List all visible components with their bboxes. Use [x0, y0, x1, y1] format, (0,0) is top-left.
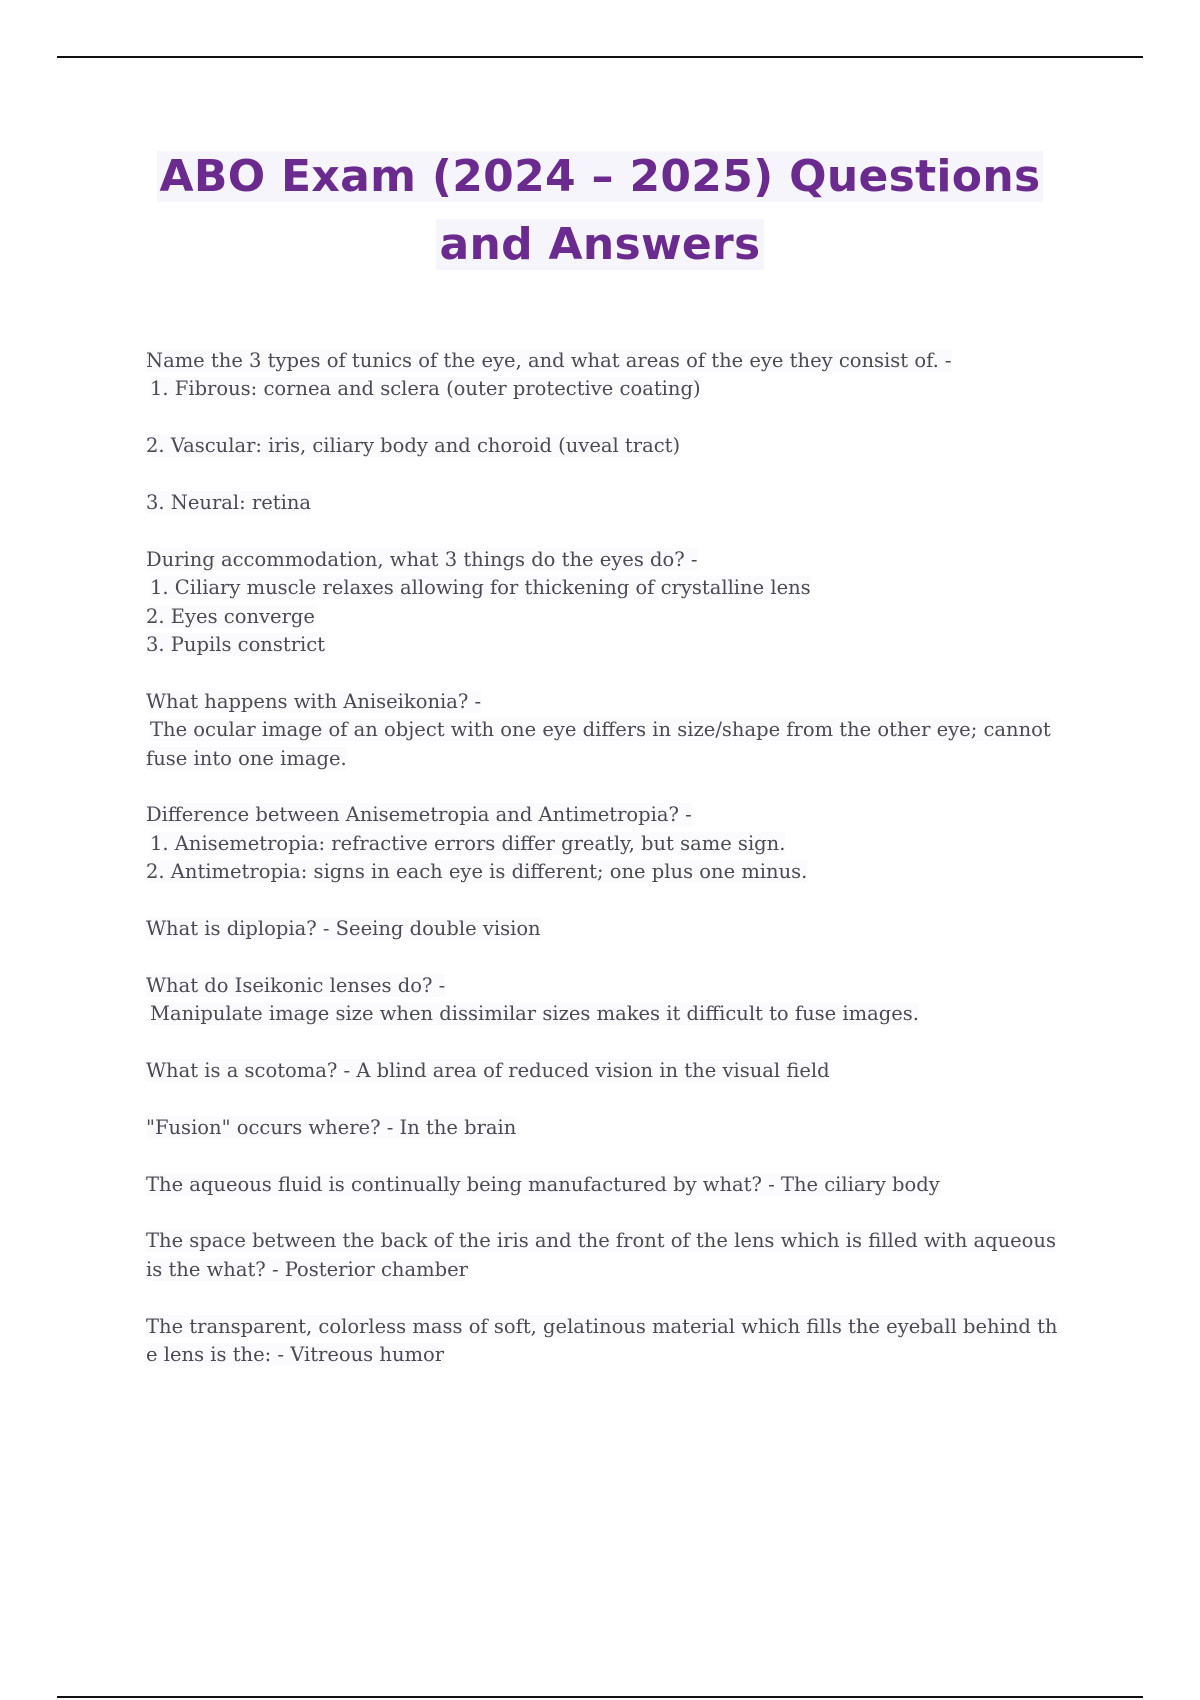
qa-item: [146, 1114, 1096, 1142]
qa-item: [146, 1057, 1096, 1085]
qa-line-text: The aqueous fluid is continually being manufactured by what? - The ciliary body: [146, 1172, 940, 1196]
qa-line-text: 1. Ciliary muscle relaxes allowing for thickening of crystalline lens: [150, 576, 811, 600]
qa-line-text: 3. Pupils constrict: [146, 633, 326, 657]
qa-line: [146, 432, 1096, 460]
title-line-1: ABO Exam (2024 – 2025) Questions: [157, 151, 1044, 202]
qa-line: [146, 1057, 1096, 1085]
qa-line: [146, 688, 1096, 716]
qa-item: [146, 1227, 1096, 1284]
qa-line-text: During accommodation, what 3 things do the eyes do? -: [146, 547, 698, 571]
qa-line: [146, 1227, 1096, 1255]
qa-line: [146, 972, 1096, 1000]
qa-line-text: What is a scotoma? - A blind area of reduced vision in the visual field: [146, 1059, 830, 1083]
qa-line-text: 3. Neural: retina: [146, 491, 312, 514]
qa-line: [146, 1256, 1096, 1284]
qa-line-text: "Fusion" occurs where? - In the brain: [146, 1115, 517, 1139]
qa-item: [146, 1171, 1096, 1199]
qa-line-text: What is diplopia? - Seeing double vision: [146, 917, 541, 941]
title-block: [0, 143, 1200, 279]
qa-line-text: 2. Antimetropia: signs in each eye is different; one plus one minus.: [146, 860, 808, 884]
qa-line-text: Manipulate image size when dissimilar sizes makes it difficult to fuse images.: [150, 1002, 919, 1026]
qa-line: [146, 858, 1096, 886]
qa-line-text: 1. Anisemetropia: refractive errors differ greatly, but same sign.: [150, 831, 786, 855]
qa-item: [146, 1313, 1096, 1370]
qa-line-text: 2. Vascular: iris, ciliary body and choroid (uveal tract): [146, 434, 681, 458]
qa-line: [146, 489, 1096, 517]
qa-line-text: Difference between Anisemetropia and Antimetropia? -: [146, 803, 692, 827]
qa-item: [146, 915, 1096, 943]
qa-line: [146, 716, 1096, 744]
qa-line-text: What do Iseikonic lenses do? -: [146, 973, 446, 997]
qa-item: [146, 347, 1096, 404]
qa-line-text: is the what? - Posterior chamber: [146, 1257, 468, 1281]
qa-line-text: 2. Eyes converge: [146, 604, 315, 628]
qa-item: [146, 972, 1096, 1029]
qa-item: [146, 801, 1096, 886]
bottom-rule: [57, 1696, 1143, 1698]
qa-line-text: What happens with Aniseikonia? -: [146, 689, 482, 713]
qa-line: [146, 375, 1096, 403]
qa-line: [146, 830, 1096, 858]
document-title: [0, 143, 1200, 279]
qa-line: [146, 603, 1096, 631]
qa-line-text: fuse into one image.: [146, 746, 347, 770]
qa-line-text: 1. Fibrous: cornea and sclera (outer protective coating): [150, 377, 701, 401]
qa-line: [146, 1171, 1096, 1199]
qa-line: [146, 1313, 1096, 1341]
top-rule: [57, 56, 1143, 58]
title-line-2: and Answers: [436, 219, 763, 270]
qa-line: [146, 631, 1096, 659]
qa-line: [146, 801, 1096, 829]
qa-item: [146, 432, 1096, 460]
qa-line: [146, 745, 1096, 773]
qa-line-text: Name the 3 types of tunics of the eye, and what areas of the eye they consist of. -: [146, 349, 952, 372]
qa-line: [146, 1341, 1096, 1369]
qa-line: [146, 546, 1096, 574]
qa-line: [146, 1114, 1096, 1142]
qa-line: [146, 1000, 1096, 1028]
qa-content: [146, 347, 1096, 1398]
qa-line-text: The ocular image of an object with one eye differs in size/shape from the other eye; cannot: [150, 718, 1051, 742]
qa-line-text: The space between the back of the iris and the front of the lens which is filled with aqueous: [146, 1229, 1056, 1253]
qa-item: [146, 489, 1096, 517]
qa-line: [146, 574, 1096, 602]
qa-line-text: The transparent, colorless mass of soft, gelatinous material which fills the eyeball behind th: [146, 1314, 1058, 1338]
qa-item: [146, 688, 1096, 773]
qa-line-text: e lens is the: - Vitreous humor: [146, 1343, 445, 1367]
qa-line: [146, 347, 1096, 375]
qa-item: [146, 546, 1096, 660]
qa-line: [146, 915, 1096, 943]
